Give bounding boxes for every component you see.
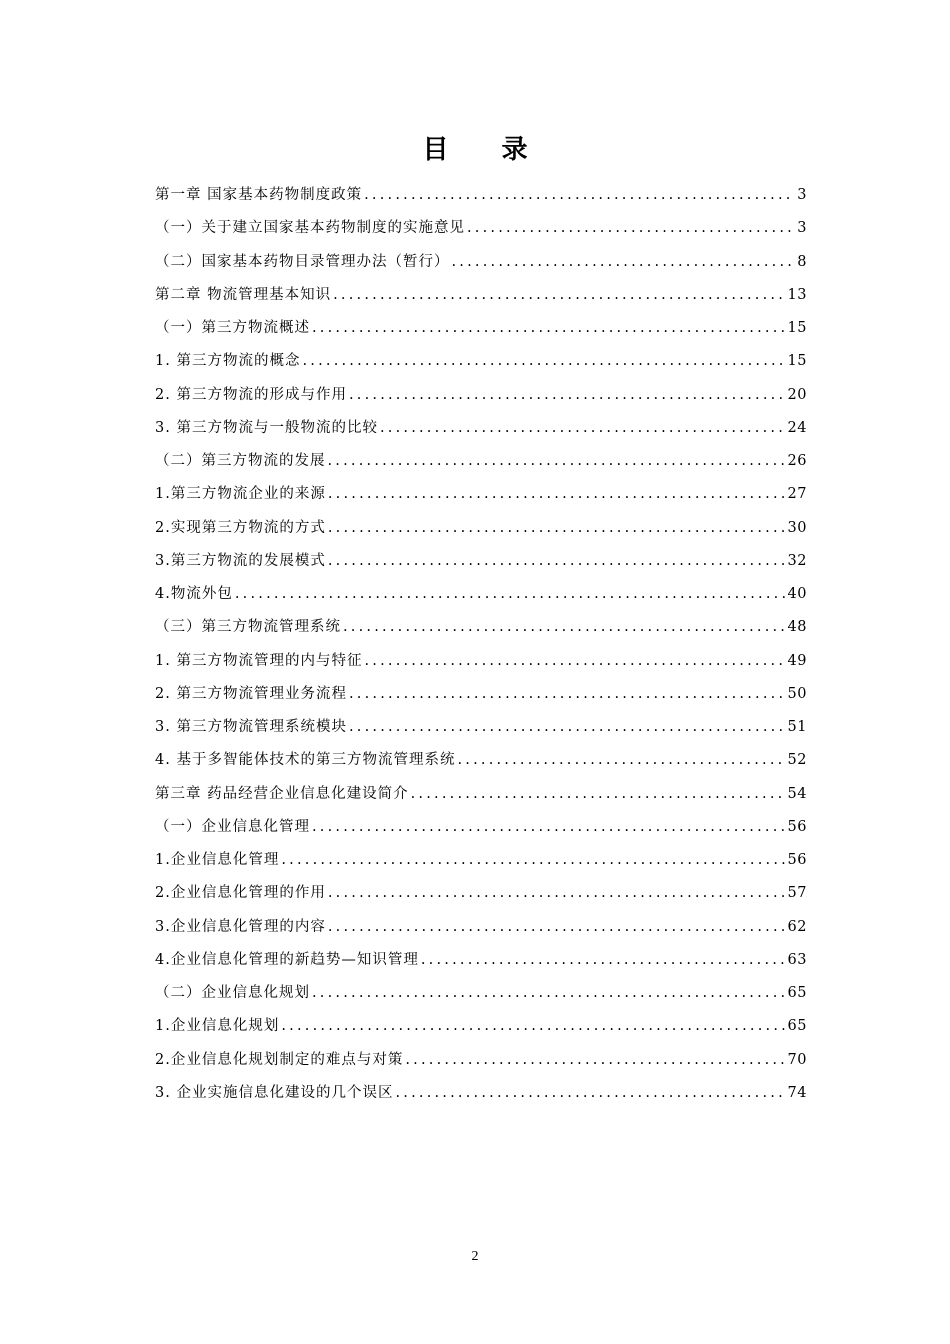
toc-entry-page: 15 bbox=[787, 353, 807, 370]
toc-entry[interactable] bbox=[155, 748, 807, 781]
toc-entry-page: 3 bbox=[797, 187, 807, 203]
toc-entry-label: 4.物流外包 bbox=[155, 586, 233, 602]
toc-entry-page: 20 bbox=[787, 386, 807, 403]
toc-entry-page: 63 bbox=[787, 951, 807, 968]
toc-entry-label: （一）第三方物流概述 bbox=[155, 320, 310, 336]
toc-entry-page: 57 bbox=[787, 885, 807, 902]
toc-leader-dots bbox=[333, 287, 785, 303]
toc-entry-label: 4. 基于多智能体技术的第三方物流管理系统 bbox=[155, 752, 456, 769]
toc-entry-label: 第一章 国家基本药物制度政策 bbox=[155, 187, 363, 203]
toc-leader-dots bbox=[364, 187, 795, 203]
toc-entry-label: （二）国家基本药物目录管理办法（暂行） bbox=[155, 253, 450, 270]
toc-leader-dots bbox=[328, 520, 786, 536]
toc-entry-page: 65 bbox=[787, 1018, 807, 1035]
toc-leader-dots bbox=[452, 254, 796, 270]
toc-entry-page: 56 bbox=[787, 818, 807, 835]
toc-leader-dots bbox=[328, 919, 786, 935]
toc-leader-dots bbox=[380, 420, 786, 436]
toc-entry[interactable] bbox=[155, 948, 807, 981]
toc-leader-dots bbox=[281, 1018, 785, 1034]
toc-entry-page: 26 bbox=[787, 453, 807, 469]
toc-entry-page: 65 bbox=[787, 985, 807, 1001]
toc-entry[interactable] bbox=[155, 349, 807, 382]
toc-entry[interactable] bbox=[155, 715, 807, 748]
toc-leader-dots bbox=[343, 619, 786, 635]
toc-entry[interactable] bbox=[155, 782, 807, 815]
toc-entry-page: 8 bbox=[797, 253, 807, 270]
toc-leader-dots bbox=[364, 653, 785, 669]
toc-entry[interactable] bbox=[155, 516, 807, 549]
toc-leader-dots bbox=[328, 486, 786, 502]
toc-entry-label: 1.企业信息化规划 bbox=[155, 1018, 280, 1035]
toc-entry[interactable] bbox=[155, 383, 807, 416]
toc-leader-dots bbox=[349, 387, 786, 403]
toc-entry-label: 2.企业信息化管理的作用 bbox=[155, 885, 326, 902]
toc-entry[interactable] bbox=[155, 815, 807, 848]
toc-entry-page: 30 bbox=[787, 519, 807, 536]
toc-entry-page: 62 bbox=[787, 918, 807, 935]
toc-entry-page: 27 bbox=[787, 486, 807, 503]
toc-entry-page: 50 bbox=[787, 685, 807, 702]
toc-entry-label: 3. 第三方物流与一般物流的比较 bbox=[155, 419, 378, 436]
toc-leader-dots bbox=[411, 786, 786, 802]
toc-entry-page: 56 bbox=[787, 852, 807, 868]
toc-entry[interactable] bbox=[155, 250, 807, 283]
toc-leader-dots bbox=[328, 885, 786, 901]
toc-entry[interactable] bbox=[155, 881, 807, 914]
toc-entry[interactable] bbox=[155, 981, 807, 1014]
toc-leader-dots bbox=[349, 686, 786, 702]
page-number: 2 bbox=[471, 1249, 479, 1264]
toc-entry[interactable] bbox=[155, 582, 807, 615]
toc-entry-page: 32 bbox=[787, 552, 807, 569]
toc-entry-label: 4.企业信息化管理的新趋势—知识管理 bbox=[155, 951, 419, 968]
toc-entry[interactable] bbox=[155, 649, 807, 682]
toc-entry-label: 第二章 物流管理基本知识 bbox=[155, 286, 332, 303]
toc-entry-page: 13 bbox=[787, 286, 807, 303]
toc-entry[interactable] bbox=[155, 1048, 807, 1081]
toc-entry-label: （一）关于建立国家基本药物制度的实施意见 bbox=[155, 220, 465, 237]
toc-entry-page: 15 bbox=[787, 320, 807, 336]
toc-entry[interactable] bbox=[155, 1014, 807, 1047]
toc-leader-dots bbox=[302, 353, 785, 369]
toc-entry-label: 2. 第三方物流的形成与作用 bbox=[155, 386, 347, 403]
toc-entry-page: 70 bbox=[787, 1051, 807, 1068]
toc-entry-label: （一）企业信息化管理 bbox=[155, 818, 310, 835]
toc-leader-dots bbox=[312, 819, 786, 835]
toc-entry[interactable] bbox=[155, 682, 807, 715]
toc-entry-label: 3.第三方物流的发展模式 bbox=[155, 552, 326, 569]
toc-entry-label: 1. 第三方物流管理的内与特征 bbox=[155, 652, 363, 669]
toc-leader-dots bbox=[467, 220, 795, 236]
toc-leader-dots bbox=[281, 852, 785, 868]
table-of-contents bbox=[155, 183, 807, 1114]
toc-entry[interactable] bbox=[155, 449, 807, 482]
toc-entry[interactable] bbox=[155, 216, 807, 249]
toc-entry-label: 3. 企业实施信息化建设的几个误区 bbox=[155, 1084, 394, 1101]
toc-entry-label: （三）第三方物流管理系统 bbox=[155, 619, 341, 636]
toc-entry-page: 40 bbox=[787, 586, 807, 602]
toc-entry[interactable] bbox=[155, 549, 807, 582]
toc-entry[interactable] bbox=[155, 482, 807, 515]
toc-entry-label: 3.企业信息化管理的内容 bbox=[155, 918, 326, 935]
toc-entry-label: 1.企业信息化管理 bbox=[155, 852, 280, 868]
toc-entry[interactable] bbox=[155, 915, 807, 948]
toc-leader-dots bbox=[457, 752, 785, 768]
toc-entry-page: 52 bbox=[787, 752, 807, 769]
toc-title: 目 录 bbox=[422, 135, 550, 165]
toc-entry-label: 2.企业信息化规划制定的难点与对策 bbox=[155, 1051, 404, 1068]
toc-entry-page: 48 bbox=[787, 619, 807, 636]
toc-entry-label: 3. 第三方物流管理系统模块 bbox=[155, 719, 347, 735]
toc-entry-label: （二）第三方物流的发展 bbox=[155, 453, 326, 469]
toc-leader-dots bbox=[421, 952, 786, 968]
toc-entry-page: 3 bbox=[797, 220, 807, 237]
toc-leader-dots bbox=[312, 320, 786, 336]
toc-entry[interactable] bbox=[155, 316, 807, 349]
toc-entry[interactable] bbox=[155, 416, 807, 449]
toc-leader-dots bbox=[405, 1052, 785, 1068]
toc-leader-dots bbox=[395, 1085, 785, 1101]
toc-entry-page: 74 bbox=[787, 1084, 807, 1101]
toc-leader-dots bbox=[328, 453, 786, 469]
toc-entry-label: 1.第三方物流企业的来源 bbox=[155, 486, 326, 503]
toc-entry-page: 51 bbox=[787, 719, 807, 735]
toc-entry[interactable] bbox=[155, 183, 807, 216]
toc-leader-dots bbox=[349, 719, 786, 735]
toc-entry[interactable] bbox=[155, 615, 807, 648]
toc-entry-label: 2.实现第三方物流的方式 bbox=[155, 519, 326, 536]
toc-leader-dots bbox=[328, 553, 786, 569]
toc-entry-label: 2. 第三方物流管理业务流程 bbox=[155, 685, 347, 702]
toc-entry-page: 54 bbox=[787, 785, 807, 802]
toc-entry[interactable] bbox=[155, 1081, 807, 1114]
toc-leader-dots bbox=[312, 985, 786, 1001]
toc-entry-page: 49 bbox=[787, 652, 807, 669]
toc-entry[interactable] bbox=[155, 283, 807, 316]
toc-entry-label: （二）企业信息化规划 bbox=[155, 985, 310, 1001]
toc-entry-label: 1. 第三方物流的概念 bbox=[155, 353, 301, 370]
toc-entry-page: 24 bbox=[787, 419, 807, 436]
toc-leader-dots bbox=[235, 586, 786, 602]
toc-entry[interactable] bbox=[155, 848, 807, 881]
toc-entry-label: 第三章 药品经营企业信息化建设简介 bbox=[155, 785, 409, 802]
